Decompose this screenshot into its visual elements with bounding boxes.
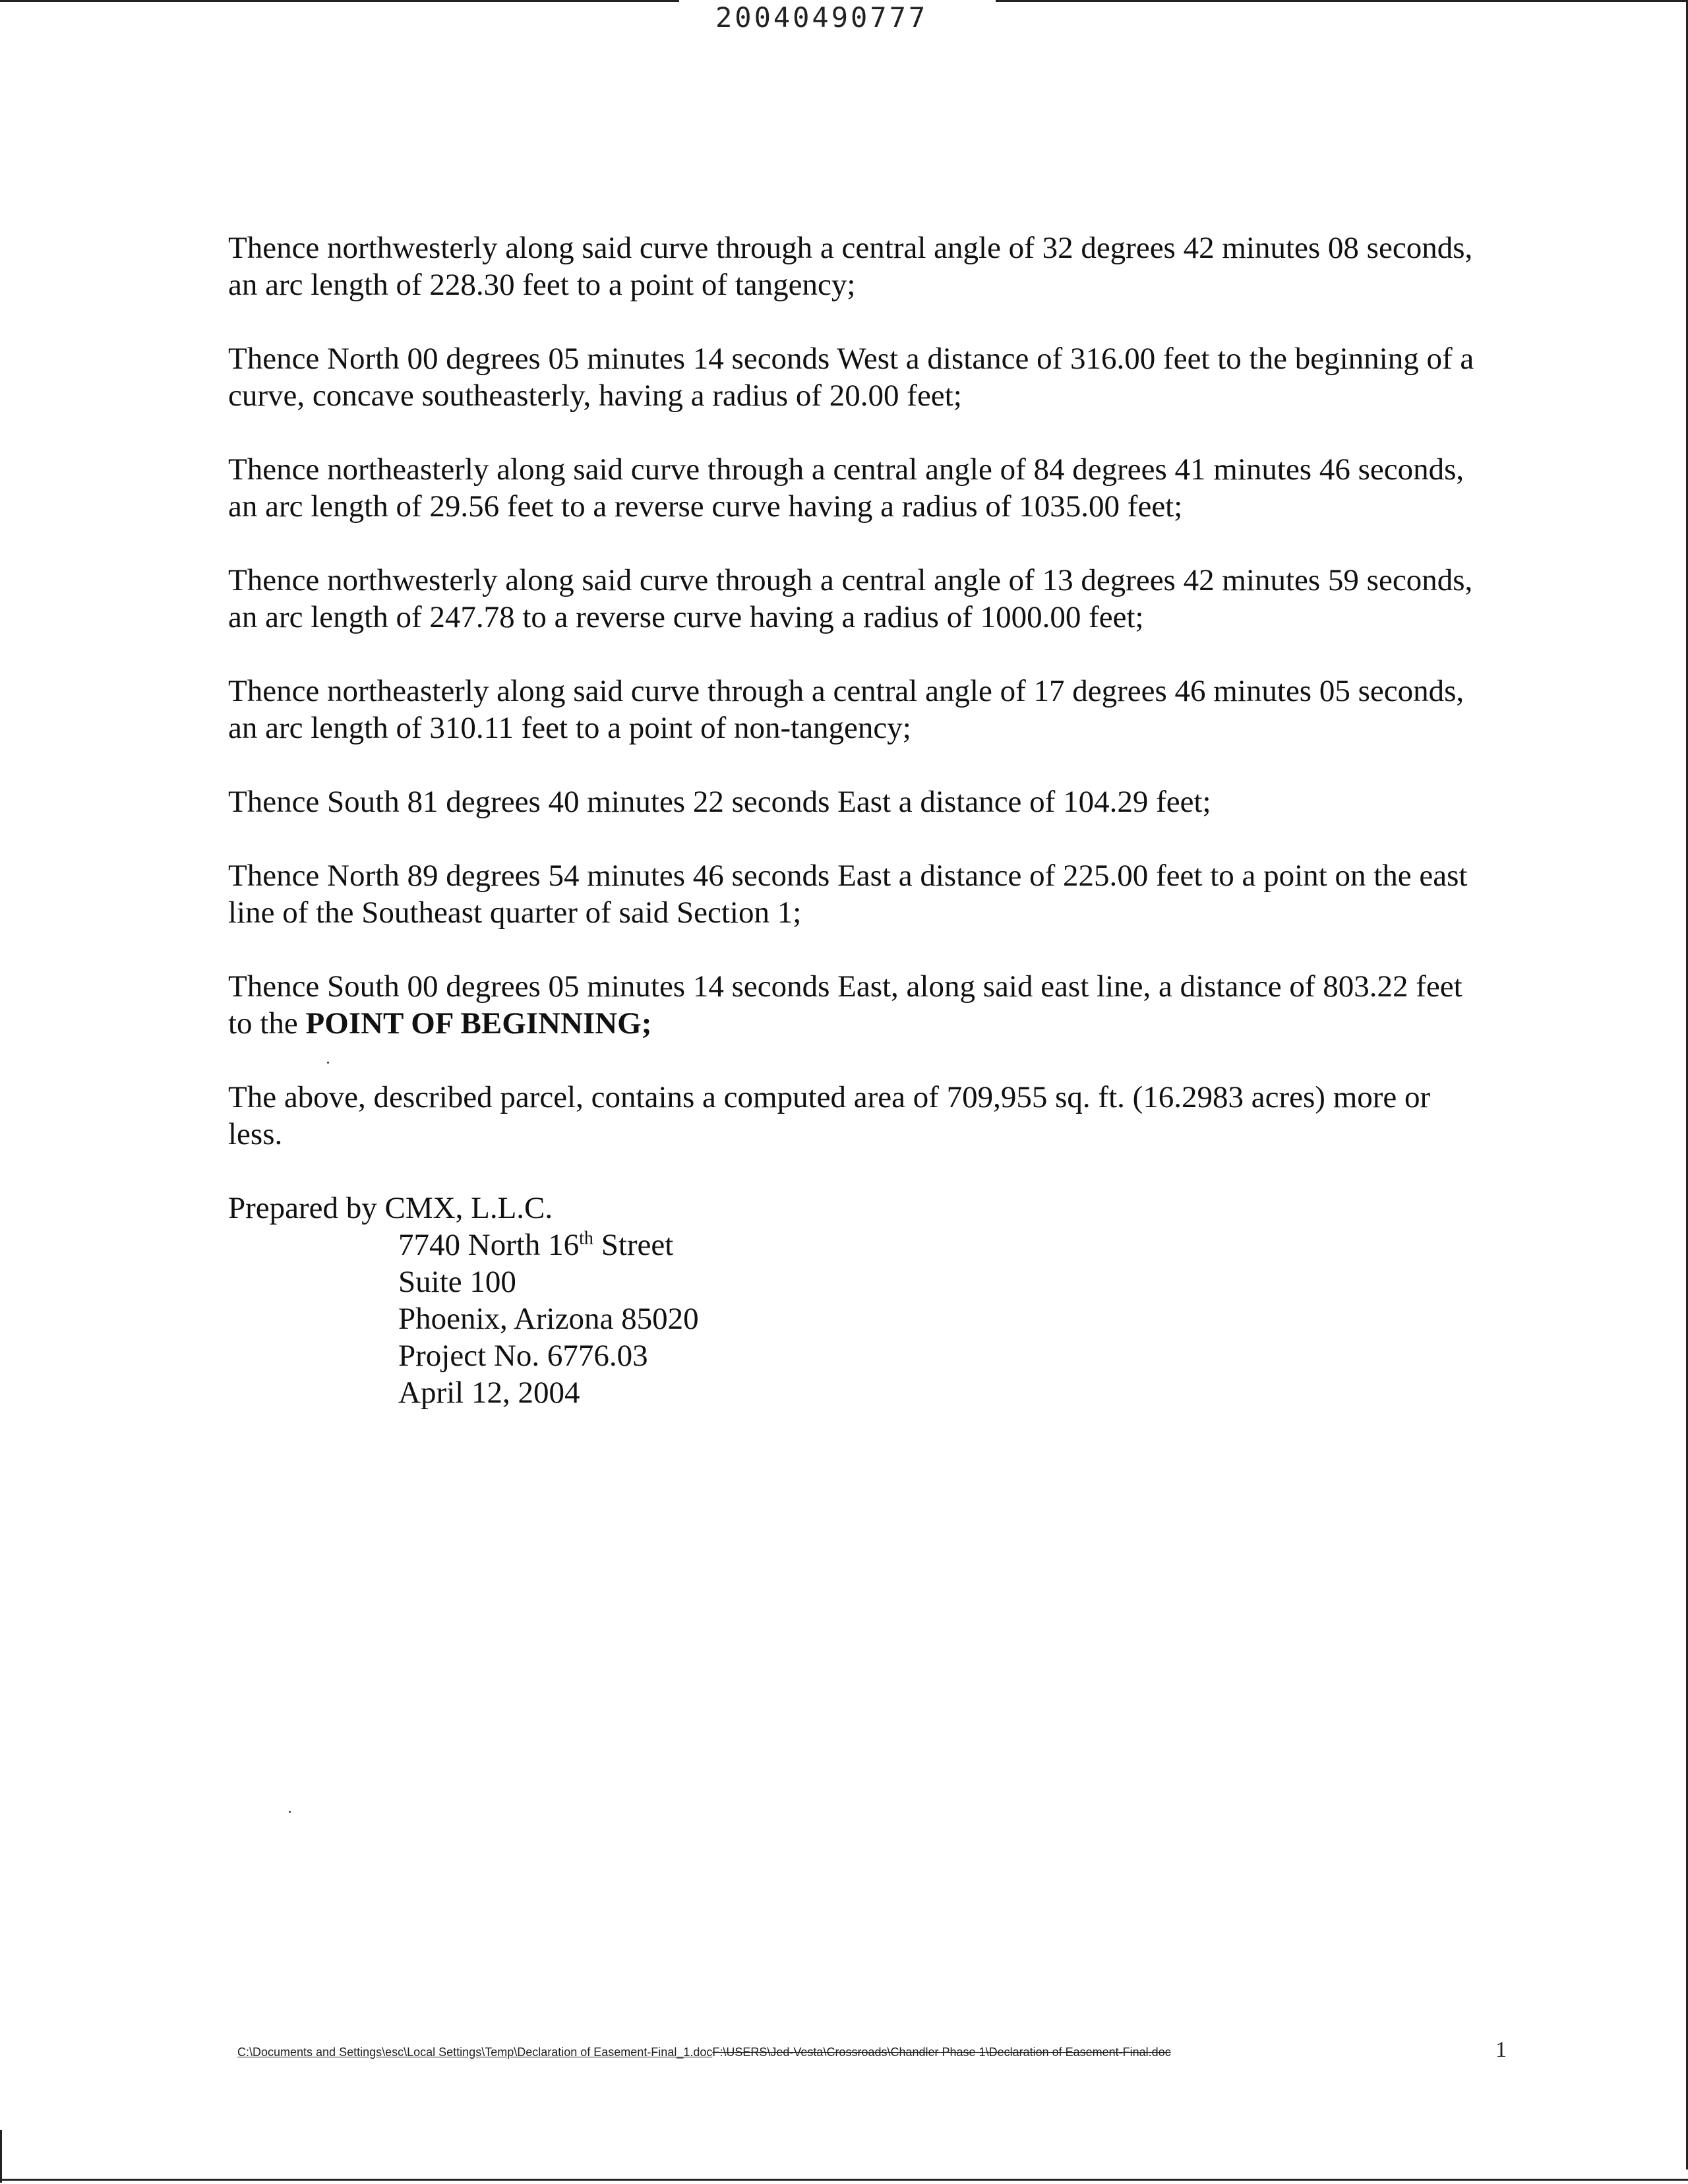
scan-speck [289,1811,291,1813]
page-border-left [0,2130,2,2183]
scan-speck [327,1062,329,1064]
area-paragraph: The above, described parcel, contains a computed area of 709,955 sq. ft. (16.2983 acres) more or less. [228,1080,1431,1151]
paragraph-1: Thence northwesterly along said curve through a central angle of 32 degrees 42 minutes 08 seconds, an arc length of 228.30 feet to a point of tangency; [228,231,1473,302]
page-border-bottom [0,2179,1688,2181]
page-number: 1 [1495,2038,1507,2062]
footer-file-path [237,2046,1372,2059]
preparer-intro: Prepared by CMX, L.L.C. [228,1191,553,1225]
point-of-beginning-label: POINT OF BEGINNING; [305,1006,652,1041]
preparer-block [228,1190,1481,1411]
paragraph-2: Thence North 00 degrees 05 minutes 14 seconds West a distance of 316.00 feet to the beginning of a curve, concave southeasterly, having a radius of 20.00 feet; [228,342,1474,413]
footer-path-current: C:\Documents and Settings\esc\Local Settings\Temp\Declaration of Easement-Final_1.doc [237,2046,713,2059]
street-suffix: th [579,1228,593,1249]
preparer-project: Project No. 6776.03 [398,1339,648,1373]
paragraph-7: Thence North 89 degrees 54 minutes 46 seconds East a distance of 225.00 feet to a point on the east line of the Southeast quarter of said Section 1; [228,859,1468,930]
page-border-top-right [996,0,1688,2]
preparer-city: Phoenix, Arizona 85020 [398,1302,699,1336]
page-border-top-left [0,0,679,6]
legal-description [228,229,1481,1411]
footer-path-struck: F:\USERS\Jed-Vesta\Crossroads\Chandler Phase 1\Declaration of Easement-Final.doc [712,2046,1171,2059]
street-number: 7740 North 16 [398,1228,580,1262]
recording-number: 20040490777 [715,1,928,34]
street-name: Street [593,1228,674,1262]
preparer-suite: Suite 100 [398,1265,516,1299]
preparer-date: April 12, 2004 [398,1376,580,1410]
paragraph-6: Thence South 81 degrees 40 minutes 22 seconds East a distance of 104.29 feet; [228,785,1211,819]
paragraph-4: Thence northwesterly along said curve through a central angle of 13 degrees 42 minutes 59 seconds, an arc length of 247.78 to a reverse curve having a radius of 1000.00 feet; [228,563,1473,634]
paragraph-3: Thence northeasterly along said curve through a central angle of 84 degrees 41 minutes 46 seconds, an arc length of 29.56 feet to a reverse curve having a radius of 1035.00 feet; [228,452,1464,524]
paragraph-point-of-beginning [228,968,1481,1042]
paragraph-5: Thence northeasterly along said curve through a central angle of 17 degrees 46 minutes 05 seconds, an arc length of 310.11 feet to a point of non-tangency; [228,674,1464,745]
closing-text: Thence South 00 degrees 05 minutes 14 seconds East, along said east line, a distance of 803.22 feet to the [228,969,1462,1041]
preparer-street [398,1227,1481,1263]
